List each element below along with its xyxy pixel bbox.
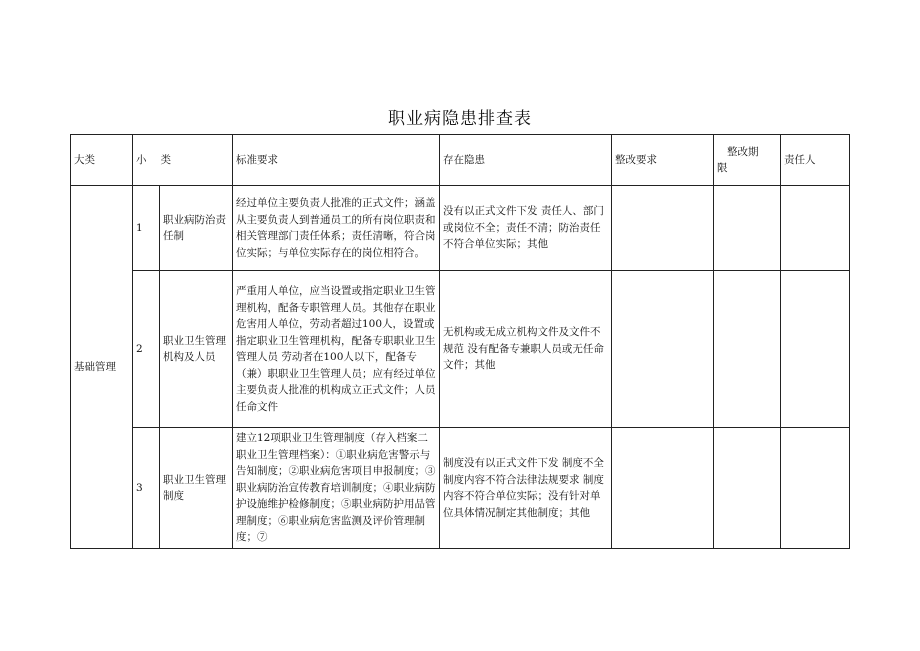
- row-hazard: 没有以正式文件下发 责任人、部门或岗位不全；责任不清；防治责任不符合单位实际；其他: [440, 186, 612, 271]
- table-row: [71, 271, 850, 428]
- row-hazard: 制度没有以正式文件下发 制度不全 制度内容不符合法律法规要求 制度内容不符合单位实际；没有针对单位具体情况制定其他制度；其他: [440, 428, 612, 549]
- hazard-inspection-table: [70, 134, 850, 549]
- row-subcategory: 职业病防治责任制: [160, 186, 233, 271]
- row-number: 3: [133, 428, 160, 549]
- header-sub-b: 类: [160, 153, 171, 166]
- header-owner: 责任人: [781, 135, 850, 186]
- table-row: [71, 428, 850, 549]
- page-title: 职业病隐患排查表: [388, 109, 532, 129]
- header-standard: 标准要求: [233, 135, 440, 186]
- row-rectify: [612, 271, 714, 428]
- row-standard: 严重用人单位，应当设置或指定职业卫生管理机构，配备专职管理人员。其他存在职业危害用人单位，劳动者超过100人，设置或指定职业卫生管理机构，配备专职职业卫生管理人员 劳动者在100人以下，配备专（兼）职职业卫生管理人员；应有经过单位主要负责人批准的机构成立正式文件；人员任命文件: [233, 271, 440, 428]
- row-period: [714, 428, 781, 549]
- header-hazard: 存在隐患: [440, 135, 612, 186]
- header-period-b: 限: [717, 162, 728, 174]
- row-owner: [781, 271, 850, 428]
- row-hazard: 无机构或无成立机构文件及文件不规范 没有配备专兼职人员或无任命文件；其他: [440, 271, 612, 428]
- category-cell: 基础管理: [71, 186, 133, 549]
- row-rectify: [612, 428, 714, 549]
- header-period: [714, 135, 781, 186]
- header-rectify: 整改要求: [612, 135, 714, 186]
- header-sub-a: 小: [136, 153, 147, 166]
- header-category: 大类: [71, 135, 133, 186]
- header-row: [71, 135, 850, 186]
- table-row: [71, 186, 850, 271]
- row-standard: 建立12项职业卫生管理制度（存入档案二职业卫生管理档案）：①职业病危害警示与告知制度；②职业病危害项目申报制度；③职业病防治宣传教育培训制度；④职业病防护设施维护检修制度；⑤职业病防护用品管理制度；⑥职业病危害监测及评价管理制度；⑦: [233, 428, 440, 549]
- row-period: [714, 186, 781, 271]
- header-period-a: 整改期: [727, 145, 759, 158]
- header-subcategory: [133, 135, 233, 186]
- row-number: 2: [133, 271, 160, 428]
- row-standard: 经过单位主要负责人批准的正式文件；涵盖从主要负责人到普通员工的所有岗位职责和相关管理部门责任体系；责任清晰，符合岗位实际；与单位实际存在的岗位相符合。: [233, 186, 440, 271]
- row-subcategory: 职业卫生管理机构及人员: [160, 271, 233, 428]
- row-period: [714, 271, 781, 428]
- row-rectify: [612, 186, 714, 271]
- row-number: 1: [133, 186, 160, 271]
- row-owner: [781, 186, 850, 271]
- row-subcategory: 职业卫生管理制度: [160, 428, 233, 549]
- row-owner: [781, 428, 850, 549]
